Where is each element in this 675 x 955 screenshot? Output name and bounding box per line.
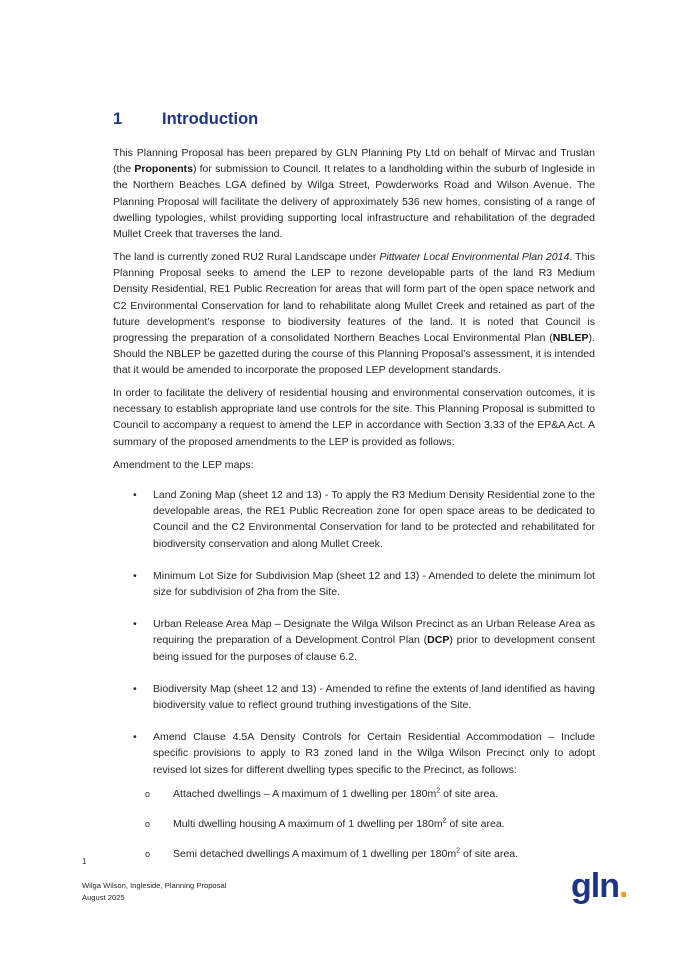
sublist-item <box>145 786 595 802</box>
bullet-icon: • <box>133 618 137 631</box>
dwelling-types-sublist <box>145 786 595 863</box>
list-item <box>113 487 595 552</box>
list-item-text: Biodiversity Map (sheet 12 and 13) - Amended to refine the extents of land identified as having biodiversity value to reflect ground truthing investigations of the Site. <box>153 682 595 712</box>
list-item-text: Urban Release Area Map – Designate the Wilga Wilson Precinct as an Urban Release Area as requiring the preparation of a Development Control Plan ( <box>153 618 595 647</box>
logo-dot-icon: . <box>618 867 628 905</box>
sublist-item-text: Semi detached dwellings A maximum of 1 dwelling per 180m <box>173 848 457 861</box>
superscript: 2 <box>436 787 441 795</box>
sublist-item <box>145 816 595 832</box>
bullet-icon: • <box>133 489 137 501</box>
sublist-item-text: Multi dwelling housing A maximum of 1 dwelling per 180m <box>173 818 443 831</box>
list-item <box>113 568 595 600</box>
circle-bullet-icon: o <box>145 819 151 830</box>
list-item-text: Land Zoning Map (sheet 12 and 13) - To apply the R3 Medium Density Residential zone to the developable areas, the RE1 Public Recreation zone for open space areas to be dedicated to Council and the C2 Environmental Conservation for land to be protected and rehabilitated for biodiversity conservation and along Mullet Creek. <box>153 489 595 550</box>
intro-paragraph-3: In order to facilitate the delivery of residential housing and environmental conservation outcomes, it is necessary to establish appropriate land use controls for the site. This Planning Proposal is submitted to Council to accompany a request to amend the LEP in accordance with Section 3.33 of the EP&A Act. A summary of the proposed amendments to the LEP is provided as follows: <box>113 387 595 448</box>
list-item-text: ) prior to development consent being issued for the purposes of clause 6.2. <box>153 634 595 663</box>
text-run: ). Should the NBLEP be gazetted during the course of this Planning Proposal’s assessment, it is intended that it would be amended to incorporate the proposed LEP development standards. <box>113 332 595 377</box>
superscript: 2 <box>456 847 461 855</box>
sublist-item-text: of site area. <box>446 818 505 831</box>
list-item <box>113 681 595 713</box>
amendment-maps-label: Amendment to the LEP maps: <box>113 459 254 471</box>
text-run: This Planning Proposal has been prepared by GLN Planning Pty Ltd on behalf of Mirvac and Truslan (the <box>113 147 595 176</box>
bullet-icon: • <box>133 569 137 582</box>
text-run: . This Planning Proposal seeks to amend the LEP to rezone developable parts of the land R3 Medium Density Residential, RE1 Public Recreation for areas that will form part of the open space network and C2 Environmental Conservation for land to rehabilitate along Mullet Creek and retained as part of the future development’s response to biodiversity features of the land. It is noted that Council is progressing the preparation of a consolidated Northern Beaches Local Environmental Plan ( <box>113 251 595 345</box>
sublist-item-text: of site area. <box>460 848 519 861</box>
defined-term: DCP <box>427 634 450 647</box>
defined-term: Proponents <box>134 163 193 176</box>
footer-document-title: Wilga Wilson, Ingleside, Planning Proposal <box>82 881 227 890</box>
page-number: 1 <box>82 857 87 866</box>
plan-title: Pittwater Local Environmental Plan 2014 <box>379 251 570 263</box>
section-number: 1 <box>113 110 123 128</box>
section-heading <box>113 110 258 129</box>
gln-logo <box>571 866 627 906</box>
list-item <box>113 616 595 665</box>
logo-text: gln <box>571 867 619 905</box>
sublist-item-text: Attached dwellings – A maximum of 1 dwelling per 180m <box>173 787 437 800</box>
sublist-item <box>145 846 595 862</box>
amendments-list <box>113 487 595 878</box>
intro-paragraph-2 <box>113 249 595 379</box>
footer-date: August 2025 <box>82 893 125 902</box>
text-run: The land is currently zoned RU2 Rural Landscape under <box>113 251 380 263</box>
bullet-icon: • <box>133 682 137 695</box>
section-title: Introduction <box>162 110 259 128</box>
sublist-item-text: of site area. <box>440 787 499 800</box>
text-run: ) for submission to Council. It relates to a landholding within the suburb of Ingleside in the Northern Beaches LGA defined by Wilga Street, Powderworks Road and Wilson Avenue. The Planning Proposal will facilitate the delivery of approximately 536 new homes, consisting of a range of dwelling typologies, whilst providing supporting local infrastructure and rehabilitation of the degraded Mullet Creek that traverses the land. <box>113 163 595 241</box>
bullet-icon: • <box>133 731 137 744</box>
superscript: 2 <box>442 817 447 825</box>
list-item-text: Minimum Lot Size for Subdivision Map (sheet 12 and 13) - Amended to delete the minimum lot size for subdivision of 2ha from the Site. <box>153 569 595 599</box>
circle-bullet-icon: o <box>145 788 151 799</box>
list-item-text: Amend Clause 4.5A Density Controls for Certain Residential Accommodation – Include specific provisions to apply to R3 zoned land in the Wilga Wilson Precinct only to adopt revised lot sizes for different dwelling types specific to the Precinct, as follows: <box>153 731 595 776</box>
defined-term: NBLEP <box>552 332 589 345</box>
intro-paragraph-1 <box>113 145 595 242</box>
list-item <box>113 729 595 862</box>
circle-bullet-icon: o <box>145 849 151 860</box>
